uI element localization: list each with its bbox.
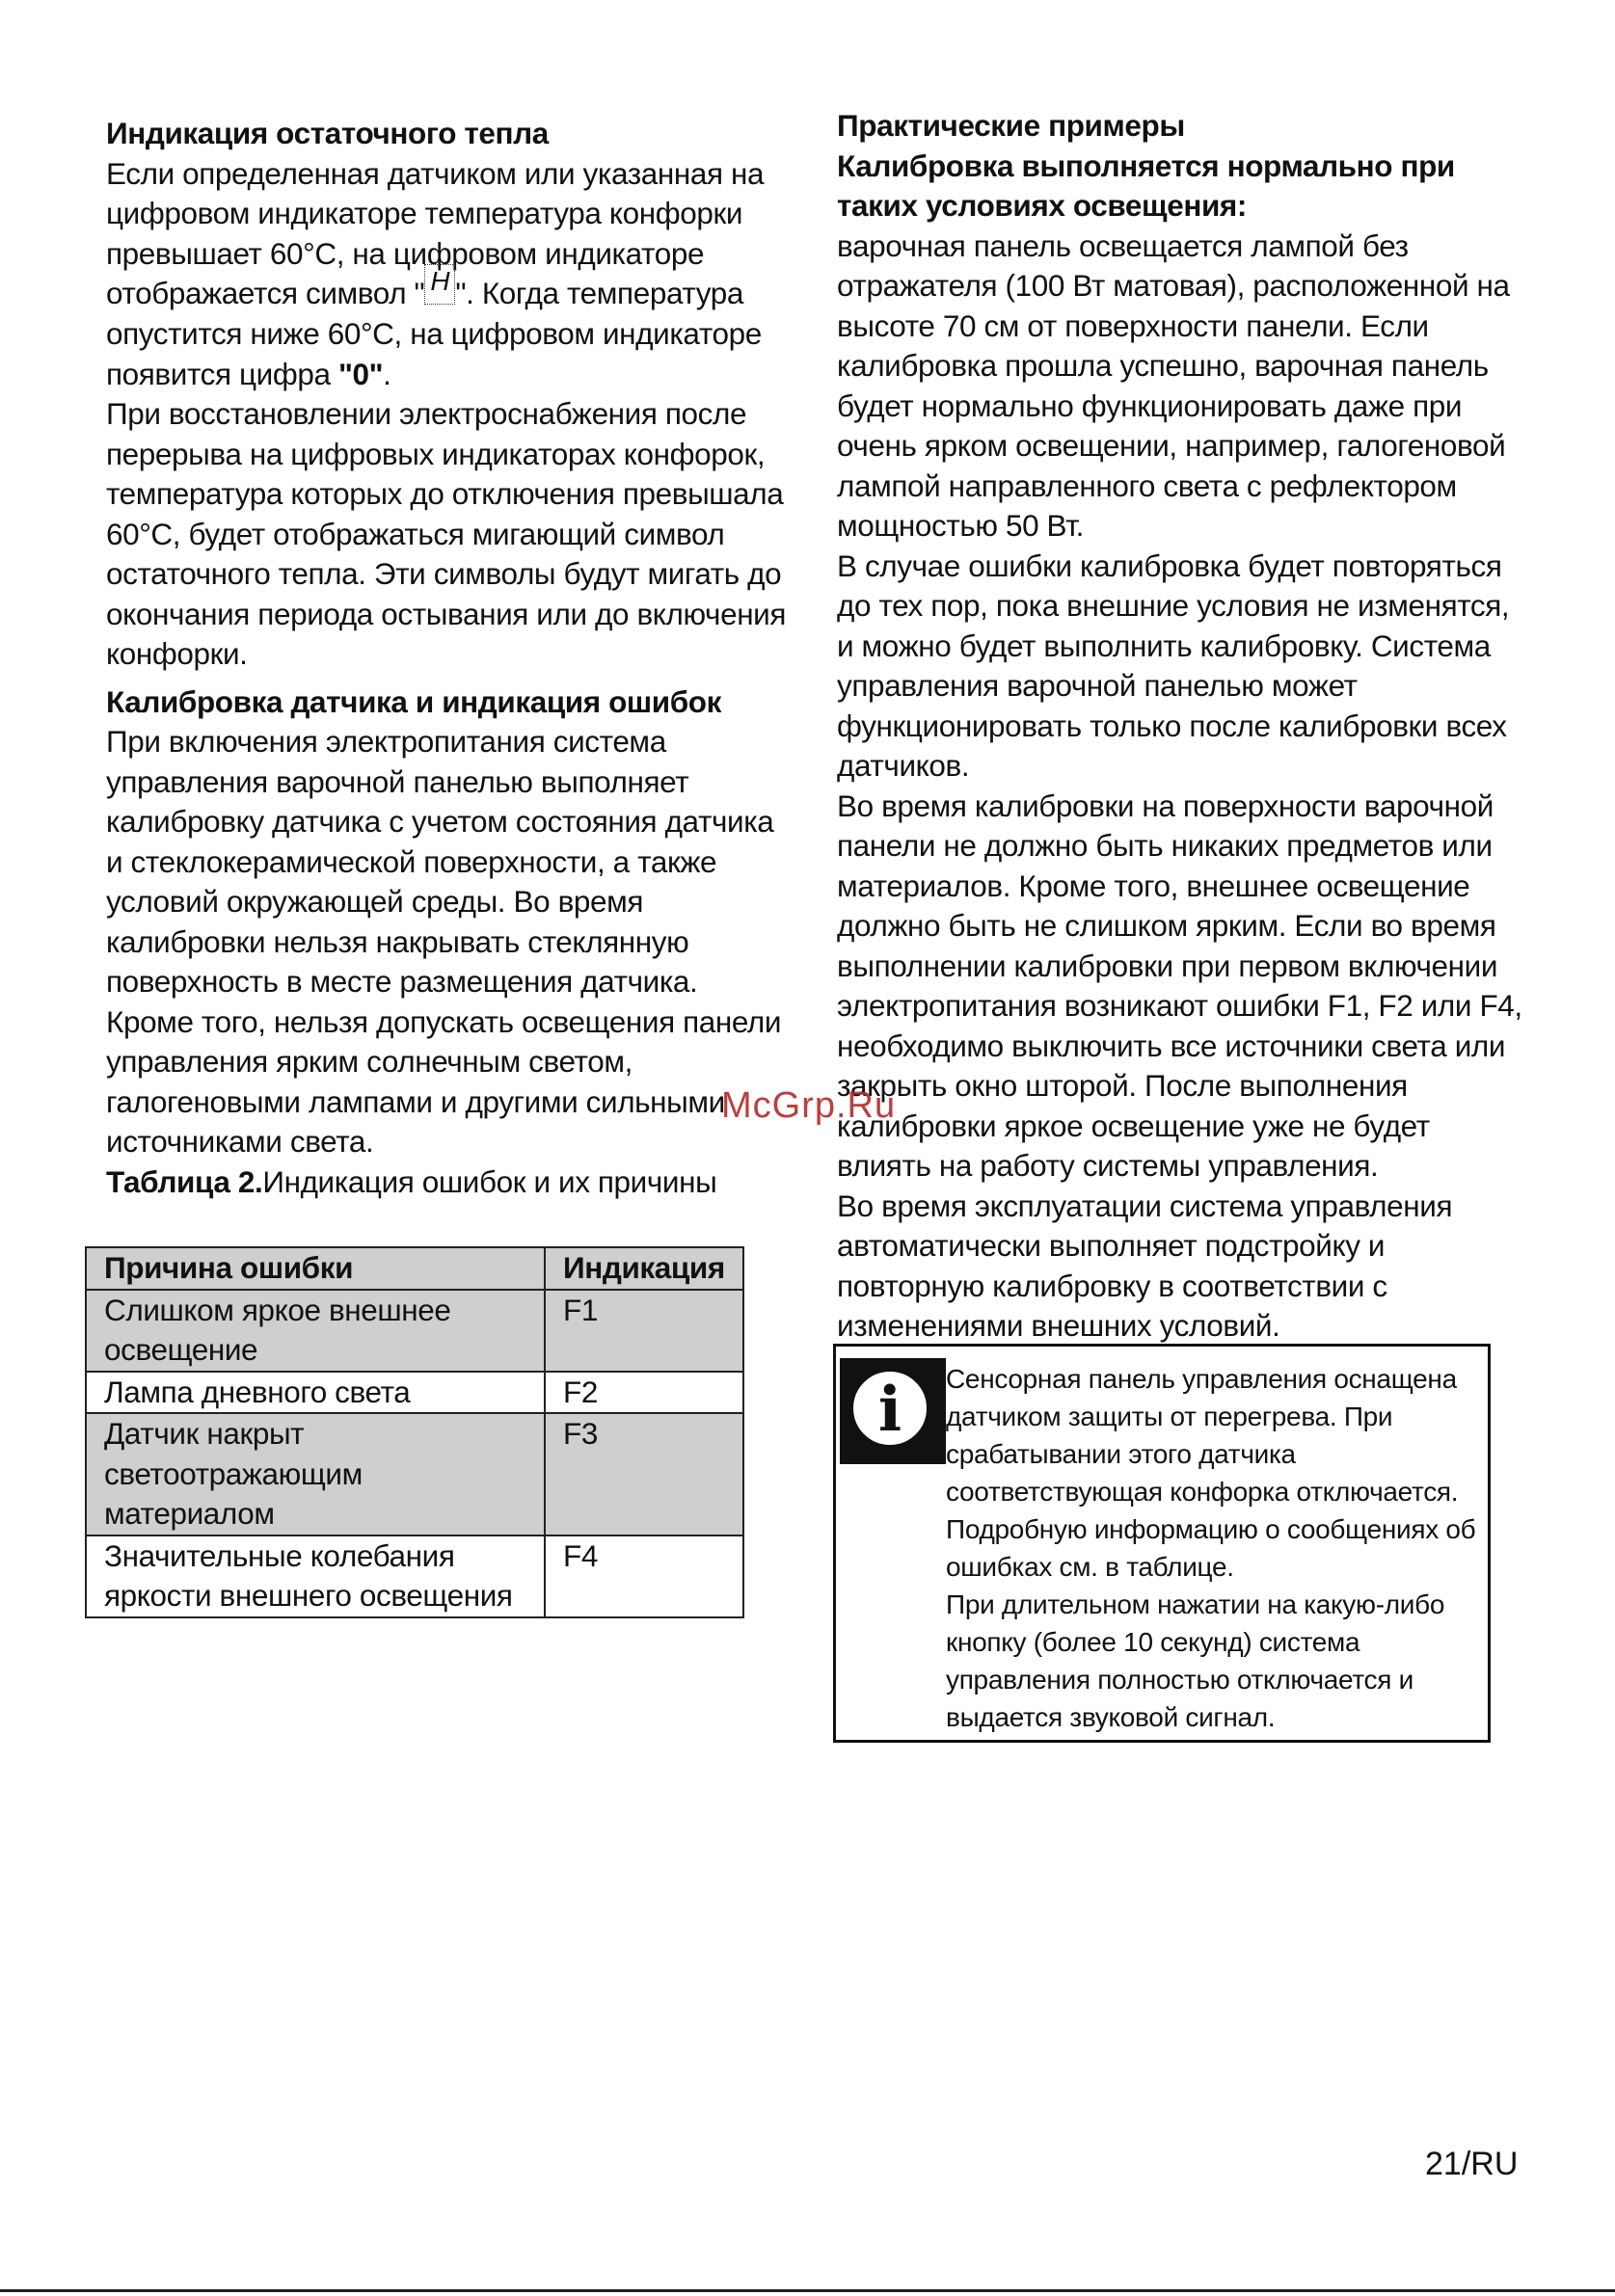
- table-row: [86, 1535, 743, 1617]
- examples-heading: Практические примеры: [837, 108, 1185, 143]
- code-cell: F2: [545, 1372, 743, 1414]
- cause-cell: Слишком яркое внешнее освещение: [86, 1290, 545, 1372]
- code-cell: F3: [545, 1413, 743, 1535]
- residual-heat-text-end: .: [383, 356, 391, 391]
- residual-heat-text-a: Если определенная датчиком или указанная на цифровом индикаторе температура конфорки превышает 60°C, на цифровом индикаторе отображается символ ": [106, 155, 765, 310]
- cause-cell: Датчик накрыт светоотражающим материалом: [86, 1413, 545, 1535]
- code-cell: F1: [545, 1290, 743, 1372]
- header-indication: Индикация: [545, 1247, 743, 1290]
- examples-paragraph-1: варочная панель освещается лампой без отражателя (100 Вт матовая), расположенной на высоте 70 см от поверхности панели. Если калибровка прошла успешно, варочная панель будет нормально функционировать даже при очень ярком освещении, например, галогеновой лампой направленного света с рефлектором мощностью 50 Вт.: [837, 227, 1510, 543]
- table-caption-text: Индикация ошибок и их причины: [262, 1163, 717, 1199]
- table-row: [86, 1413, 743, 1535]
- examples-paragraph-4: Во время эксплуатации система управления автоматически выполняет подстройку и повторную калибровку в соответствии с изменениями внешних условий.: [837, 1188, 1453, 1343]
- table-header-row: [86, 1247, 743, 1290]
- info-box: [833, 1344, 1491, 1743]
- left-column: [106, 114, 793, 1202]
- info-icon: [840, 1358, 946, 1464]
- residual-heat-paragraph-2: При восстановлении электроснабжения после перерыва на цифровых индикаторах конфорок, температура которых до отключения превышала 60°C, будет отображаться мигающий символ остаточного тепла. Эти символы будут мигать до окончания периода остывания или до включения конфорки.: [106, 396, 787, 671]
- examples-paragraph-3: Во время калибровки на поверхности варочной панели не должно быть никаких предметов или материалов. Кроме того, внешнее освещение должно быть не слишком ярким. Если во время выполнении калибровки при первом включении электропитания возникают ошибки F1, F2 или F4, необходимо выключить все источники света или закрыть окно шторой. После выполнения калибровки яркое освещение уже не будет влиять на работу системы управления.: [837, 788, 1522, 1183]
- table-row: [86, 1290, 743, 1372]
- examples-paragraph-2: В случае ошибки калибровка будет повторяться до тех пор, пока внешние условия не изменятся, и можно будет выполнить калибровку. Система управления варочной панелью может функционировать только после калибровки всех датчиков.: [837, 547, 1510, 783]
- examples-subheading: Калибровка выполняется нормально при таких условиях освещения:: [837, 147, 1455, 223]
- cause-cell: Значительные колебания яркости внешнего освещения: [86, 1535, 545, 1617]
- calibration-heading: Калибровка датчика и индикация ошибок: [106, 683, 722, 719]
- right-column: [837, 106, 1523, 1347]
- residual-heat-paragraph-1: [106, 154, 793, 395]
- table-row: [86, 1372, 743, 1414]
- calibration-paragraph: При включения электропитания система управления варочной панелью выполняет калибровку датчика с учетом состояния датчика и стеклокерамической поверхности, а также условий окружающей среды. Во время калибровки нельзя накрывать стеклянную поверхность в месте размещения датчика. Кроме того, нельзя допускать освещения панели управления ярким солнечным светом, галогеновыми лампами и другими сильными источниками света.: [106, 724, 782, 1159]
- code-cell: F4: [545, 1535, 743, 1617]
- info-icon-letter: i: [849, 1368, 930, 1449]
- cause-cell: Лампа дневного света: [86, 1372, 545, 1414]
- table-caption-label: Таблица 2.: [106, 1163, 263, 1199]
- residual-heat-text-b: ". Когда температура опустится ниже 60°C, на цифровом индикаторе появится цифра: [106, 276, 762, 391]
- zero-digit: "0": [337, 356, 384, 391]
- error-table: [85, 1246, 744, 1618]
- table-caption: [106, 1162, 793, 1203]
- residual-heat-heading: Индикация остаточного тепла: [106, 116, 549, 150]
- info-paragraph-2: При длительном нажатии на какую-либо кнопку (более 10 секунд) система управления полностью отключается и выдается звуковой сигнал.: [946, 1589, 1445, 1732]
- watermark: McGrp.Ru: [721, 1085, 897, 1126]
- header-cause: Причина ошибки: [86, 1247, 545, 1290]
- bottom-divider: [0, 2289, 1615, 2292]
- residual-heat-symbol-icon: H: [424, 264, 455, 305]
- info-paragraph-1: Сенсорная панель управления оснащена датчиком защиты от перегрева. При срабатывании этого датчика соответствующая конфорка отключается. Подробную информацию о сообщениях об ошибках см. в таблице.: [946, 1364, 1476, 1582]
- info-text: [946, 1360, 1486, 1736]
- page-number: 21/RU: [1425, 2146, 1519, 2182]
